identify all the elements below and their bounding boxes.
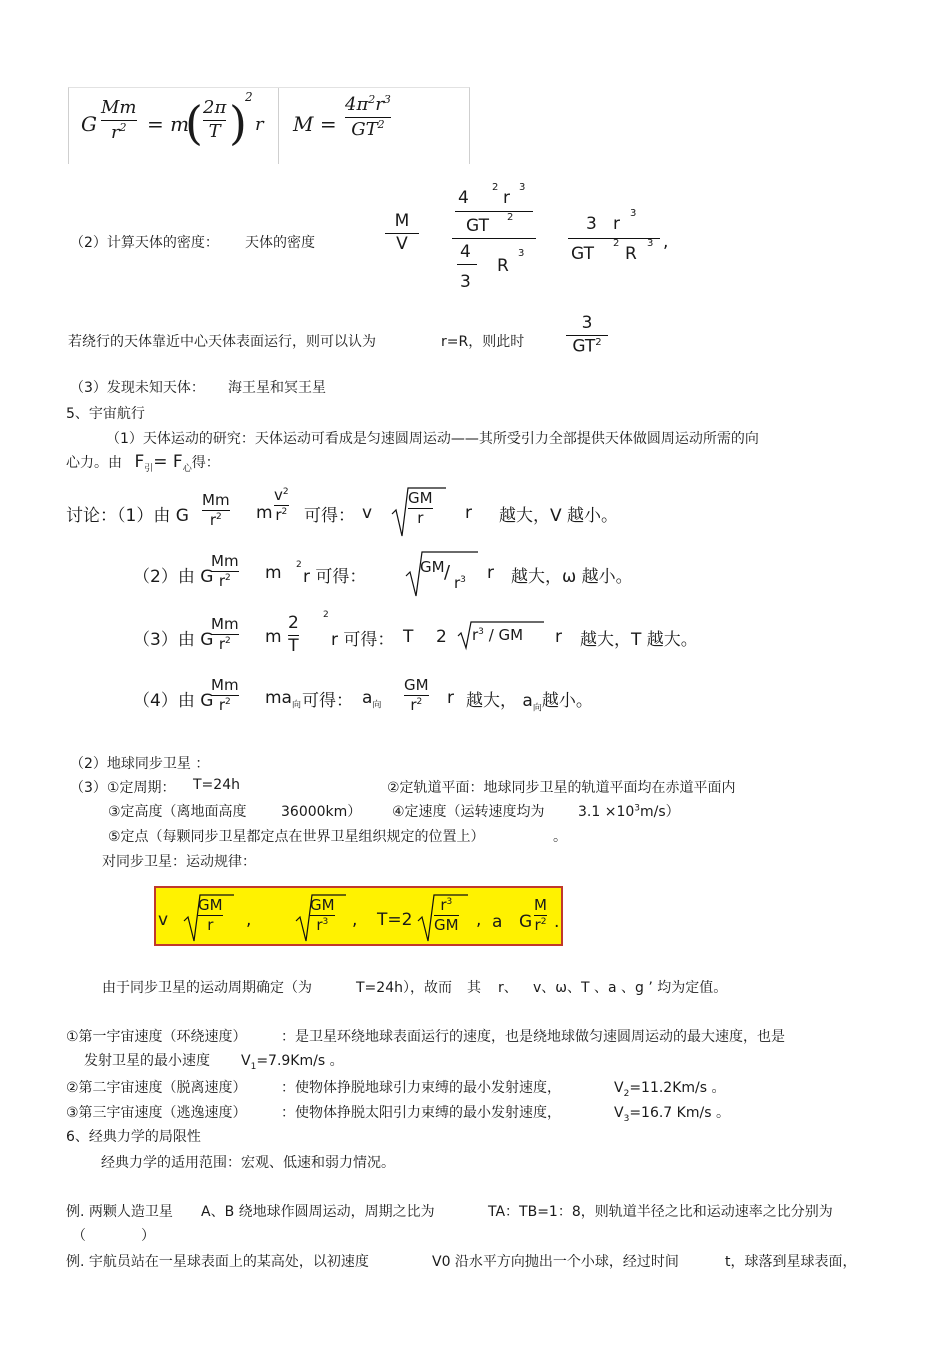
d1-tail: 越大，V 越小。 [499,506,619,526]
fixed-text-c: 其 [467,980,481,996]
fraction-denominator: $r^2$ [218,696,231,715]
speed-3-label: ③第三宇宙速度（逃逸速度） [66,1105,247,1121]
speed-2-desc: ：使物体挣脱地球引力束缚的最小发射速度， [281,1080,561,1096]
sync-period-value: T=24h [193,777,240,793]
d1-fraction-v [274,487,289,525]
density-label: （2）计算天体的密度： [70,235,219,251]
example-1-a: 例. 两颗人造卫星 [66,1204,173,1220]
speed-1-value: $V_1=7.9Km/s$ 。 [241,1053,344,1072]
fraction-numerator: M [394,211,410,231]
fraction-numerator: 2 [288,613,299,633]
d2-tail: 越大，ω 越小。 [511,567,633,587]
density-inner-bar [455,211,533,212]
near-surface-fraction [566,314,608,357]
density-res-r-exp: 3 [630,208,637,219]
fraction-denominator: GM [434,916,459,935]
fixed-text-b: T=24h），故而 [356,980,452,996]
density-mid-exp: 2 [507,212,514,223]
speed-3-desc: ：使物体挣脱太阳引力束缚的最小发射速度， [281,1105,561,1121]
d3-r-get: r 可得： [331,630,395,650]
fraction-denominator: r [207,916,214,935]
fraction-denominator: $r^3$ [316,916,329,935]
formula-fraction-2pi-T [203,98,226,142]
speed-2-label: ②第二宇宙速度（脱离速度） [66,1080,247,1096]
discover-value: 海王星和冥王星 [228,380,326,396]
fraction-numerator: $r^3$ [440,896,453,914]
fraction-denominator: V [396,233,408,254]
formula-fraction-M [345,94,391,140]
section-6-text: 经典力学的适用范围：宏观、低速和弱力情况。 [101,1155,395,1171]
box-divider [278,88,279,164]
fraction-denominator: $GT^2$ [572,336,602,357]
example-1-b: A、B 绕地球作圆周运动，周期之比为 [201,1204,435,1220]
d4-lead: （4）由 G [133,691,214,711]
formula-eq-m: = m [147,112,190,136]
fixed-text-d: r、 [498,980,518,996]
formula-exponent: 2 [245,90,253,104]
fraction-denominator: $r^2$ [218,572,231,591]
section-5-title: 5、宇宙航行 [66,406,145,422]
density-fraction-m-v [385,212,419,254]
example-2-c: t，球落到星球表面， [725,1254,857,1270]
d4-get: 可得： [302,691,353,711]
sync-height-value: 36000km） [281,804,362,820]
highlighted-formula-box [154,886,563,946]
d2-radical-num: GM [420,558,445,576]
yb-fraction-M [534,897,547,935]
speed-1-label: ①第一宇宙速度（环绕速度） [66,1029,247,1045]
d2-r-get: r 可得： [303,567,367,587]
density-top-r-exp: 3 [519,182,526,193]
example-1-paren-open: （ [72,1228,86,1244]
yb-radical-1 [184,893,234,943]
discover-label: （3）发现未知天体： [70,380,205,396]
yb-radical-2-fraction [310,897,335,935]
fraction-numerator: GM [198,896,223,914]
density-res-gt: GT [571,244,594,264]
density-comma: , [663,232,669,252]
yb-comma-3: , [476,910,482,930]
fraction-denominator: T [208,120,221,142]
fraction-denominator: $r^2$ [275,506,288,525]
fraction-numerator: $v^2$ [274,486,289,504]
density-res-gt-exp: 2 [613,238,620,249]
density-bot-R-exp: 3 [518,248,525,259]
example-2-a: 例. 宇航员站在一星球表面上的某高处，以初速度 [66,1254,369,1270]
density-top-exp: 2 [492,182,499,193]
d1-radical-fraction [408,490,433,528]
sync-fixed-point: ⑤定点（每颗同步卫星都定点在世界卫星组织规定的位置上） [108,829,485,845]
d3-r: r [555,627,562,647]
sync-period-label: （3）①定周期： [70,780,176,796]
right-paren: ) [229,96,247,150]
fraction-numerator: GM [408,489,433,507]
d4-ma: $ma_向$ [265,688,301,711]
density-res-R-exp: 3 [647,238,654,249]
speed-2-value: $V_2=11.2Km/s$ 。 [614,1080,726,1099]
fraction-denominator: $r^2$ [534,916,547,935]
fixed-text-e: v、ω、T 、a 、g ’ 均为定值。 [533,980,728,996]
fraction-numerator: 3 [581,313,593,333]
d1-v: v [362,503,373,523]
fixed-text-a: 由于同步卫星的运动周期确定（为 [102,980,312,996]
section-5-p1: （1）天体运动的研究：天体运动可看成是匀速圆周运动——其所受引力全部提供天体做圆周运动所需的向 [106,431,759,447]
fraction-numerator: $4\pi^2r^3$ [345,93,391,115]
fraction-numerator: M [534,896,547,914]
section-6-title: 6、经典力学的局限性 [66,1129,201,1145]
speed-1-desc-2: 发射卫星的最小速度 [84,1053,210,1069]
yb-T: T=2 [377,910,413,930]
fraction-denominator: $r^2$ [209,511,222,530]
d4-fraction-gm [404,677,429,715]
d2-radical-slash: / [444,562,451,583]
d3-two: 2 [436,627,447,647]
formula-G: G [81,112,97,136]
d3-tail: 越大，T 越大。 [580,630,698,650]
sync-height-label: ③定高度（离地面高度 [108,804,247,820]
d3-exp: 2 [323,610,329,620]
d2-sup: 2 [296,560,302,570]
example-1-paren-close: ） [141,1228,155,1244]
formula-fraction-mm-r2 [101,98,137,143]
d4-fraction-mm [211,677,239,715]
d2-lead: （2）由 G [133,567,214,587]
d4-tail: 越大， $a_向$越小。 [466,691,593,714]
d2-m: m [265,563,282,583]
sync-heading: （2）地球同步卫星 ： [70,756,210,772]
density-bot-3: 3 [460,272,471,292]
yb-comma-2: , [352,910,358,930]
fraction-denominator: T [288,635,299,656]
d2-radical [406,550,478,598]
d3-lead: （3）由 G [133,630,214,650]
yb-v: v [158,910,169,930]
d4-r: r [447,688,454,708]
density-label-2: 天体的密度 [245,235,315,251]
near-surface-rR: r=R，则此时 [441,334,525,350]
fraction-numerator: Mm [101,97,137,118]
fraction-denominator: r [417,509,424,528]
fraction-numerator: GM [404,676,429,694]
d2-fraction-mm [211,553,239,591]
formula-M-eq: M = [293,112,337,136]
density-res-R: R [625,244,637,264]
example-2-b: V0 沿水平方向抛出一个小球，经过时间 [432,1254,679,1270]
density-res-r: r [613,214,620,234]
fraction-numerator: 2π [203,97,227,118]
density-top-4: 4 [458,188,469,208]
d1-m: m [256,503,273,523]
d3-T: T [403,627,414,647]
fraction-denominator: $r^2$ [218,635,231,654]
d1-radical [392,486,446,538]
fraction-numerator: GM [310,896,335,914]
density-bot-bar [457,264,477,265]
sync-rule-label: 对同步卫星：运动规律： [102,854,256,870]
yb-G: G [519,912,533,932]
speed-1-desc: ：是卫星环绕地球表面运行的速度，也是绕地球做匀速圆周运动的最大速度，也是 [281,1029,785,1045]
d3-m: m [265,627,282,647]
density-res-3: 3 [586,214,597,234]
yb-radical-3-fraction [434,897,459,935]
d3-fraction-mm [211,616,239,654]
d1-fraction-mm [202,492,230,530]
fraction-denominator: $r^2$ [410,696,423,715]
d4-a: $a_向$ [362,688,382,711]
yb-comma-1: , [246,910,252,930]
yb-radical-1-fraction [198,897,223,935]
near-surface-text: 若绕行的天体靠近中心天体表面运行，则可以认为 [68,334,376,350]
fraction-numerator: Mm [211,552,239,570]
d1-get: 可得： [304,506,355,526]
formula-r: r [255,114,264,135]
sync-fixed-point-end: 。 [553,829,567,845]
sync-speed-label: ④定速度（运转速度均为 [392,804,545,820]
density-bot-4: 4 [460,242,471,262]
d1-r: r [465,503,472,523]
d3-radical [458,620,544,650]
yb-radical-2 [296,893,346,943]
speed-3-value: $V_3=16.7$ Km/s 。 [614,1105,730,1124]
fraction-numerator: Mm [211,615,239,633]
fraction-denominator: $GT^2$ [351,117,385,140]
d2-r: r [487,563,494,583]
yb-radical-3 [418,893,468,943]
density-mid-gt: GT [466,216,489,236]
density-bot-R: R [497,256,509,276]
d3-radical-content: $r^3$ / GM [472,626,524,644]
d3-fraction-2-T [288,614,299,656]
formula-image-box [68,87,470,164]
density-top-r: r [503,188,510,208]
sync-speed-value: $3.1 \times 10^3m/s$） [578,803,680,820]
sync-orbit-plane: ②定轨道平面：地球同步卫星的轨道平面均在赤道平面内 [387,780,736,796]
yb-a: a [492,912,503,932]
discussion-1-lead: 讨论：（1）由 G [66,506,189,526]
fraction-numerator: Mm [211,676,239,694]
d2-radical-den: $r^3$ [454,574,466,592]
fraction-numerator: Mm [202,491,230,509]
fraction-denominator: $r^2$ [110,120,127,143]
yb-dot: . [554,912,560,932]
left-paren: ( [185,96,203,150]
example-1-c: TA：TB=1：8，则轨道半径之比和运动速率之比分别为 [488,1204,833,1220]
section-5-p2: 心力。由 $F_引= F_心$得： [66,452,220,474]
density-main-bar [452,238,536,239]
